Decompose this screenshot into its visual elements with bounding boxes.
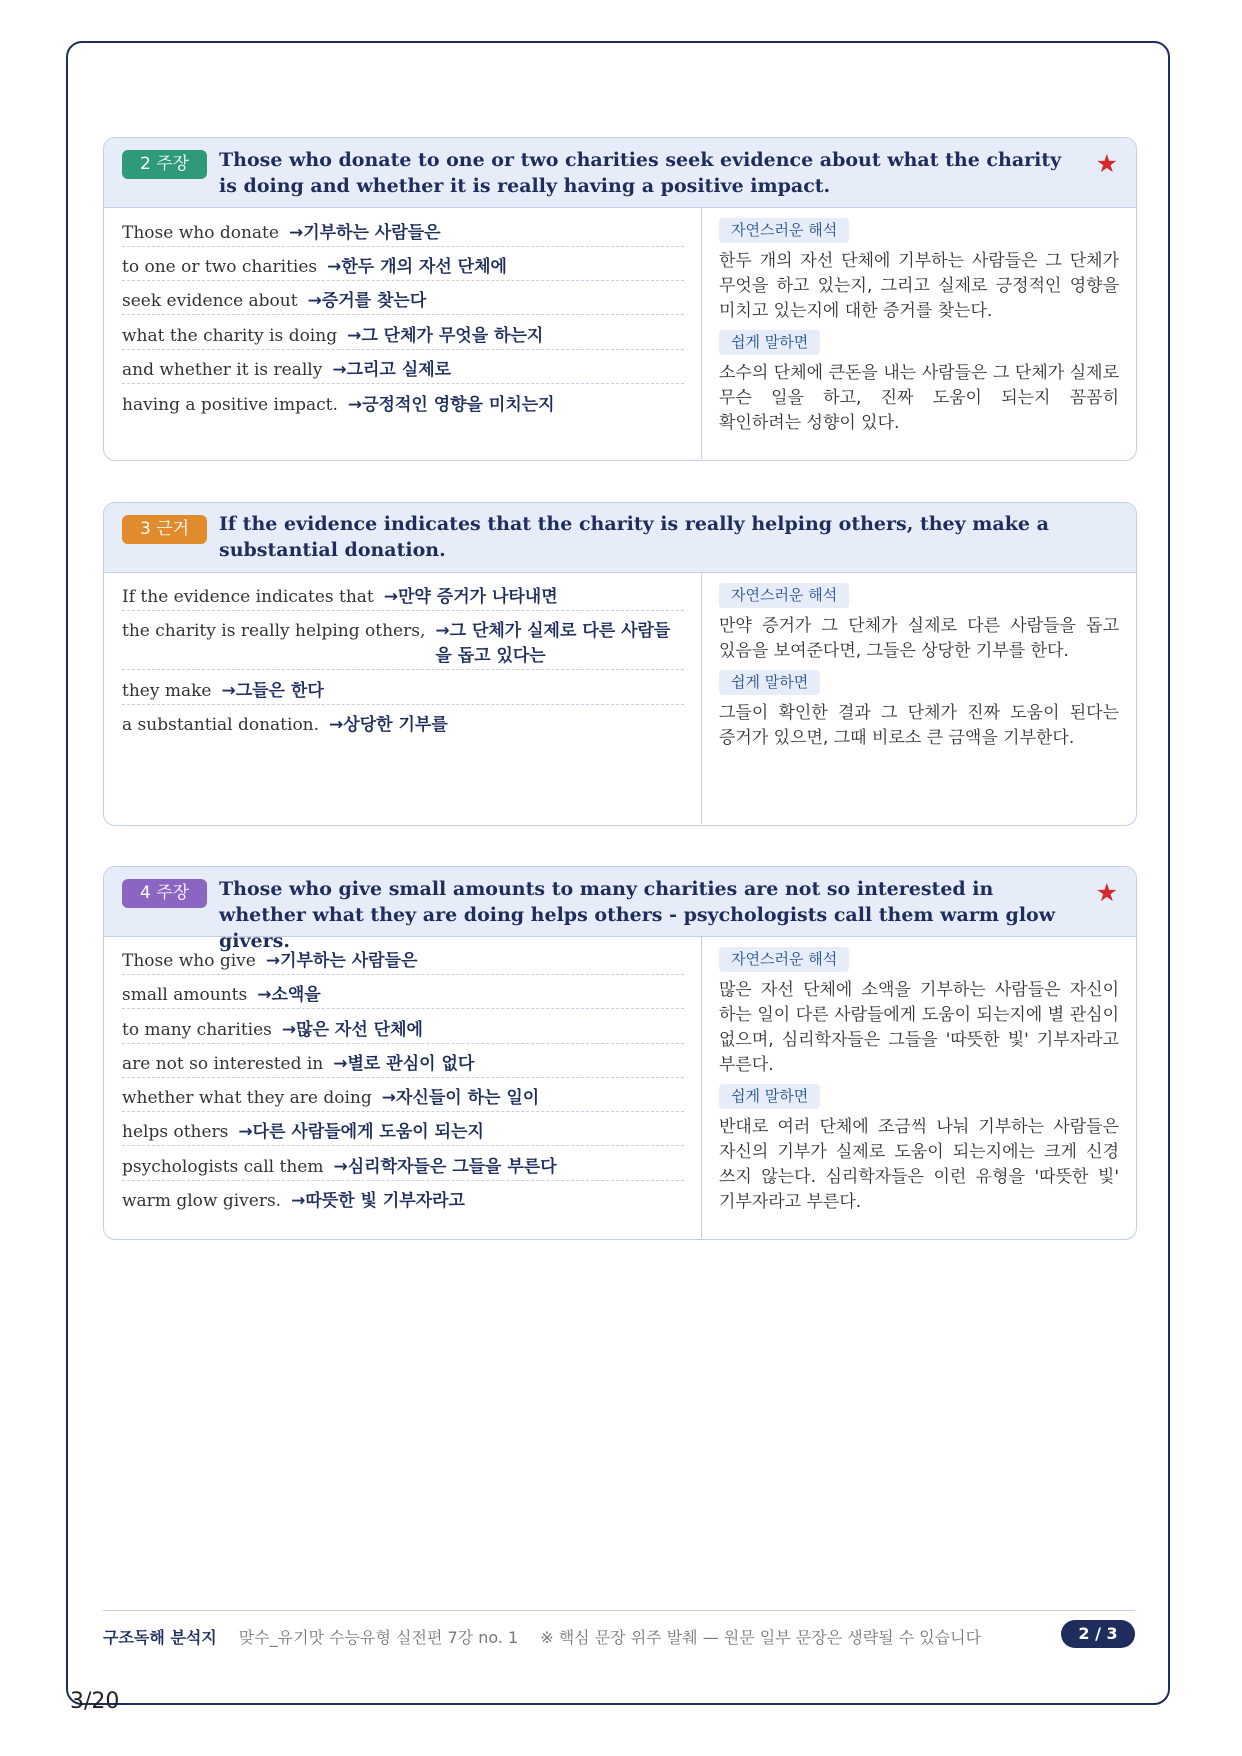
chunk-row: and whether it is really →그리고 실제로 bbox=[122, 358, 684, 384]
natural-translation-label: 자연스러운 해석 bbox=[719, 583, 849, 608]
chunk-row: having a positive impact. →긍정적인 영향을 미치는지 bbox=[122, 395, 555, 415]
chunk-row: warm glow givers. →따뜻한 빛 기부자라고 bbox=[122, 1191, 465, 1211]
section-card-3 bbox=[103, 502, 1137, 826]
chunk-list bbox=[104, 937, 701, 1238]
star-icon: ★ bbox=[1095, 149, 1118, 178]
section-badge: 2 주장 bbox=[122, 150, 207, 179]
section-badge: 3 근거 bbox=[122, 515, 207, 544]
natural-translation: 만약 증거가 그 단체가 실제로 다른 사람들을 돕고 있음을 보여준다면, 그들은 상당한 기부를 한다. bbox=[719, 616, 1119, 661]
simple-explanation: 소수의 단체에 큰돈을 내는 사람들은 그 단체가 실제로 무슨 일을 하고, 진짜 도움이 되는지 꼼꼼히 확인하려는 성향이 있다. bbox=[719, 363, 1119, 433]
simple-explanation: 그들이 확인한 결과 그 단체가 진짜 도움이 된다는 증거가 있으면, 그때 비로소 큰 금액을 기부한다. bbox=[719, 703, 1119, 748]
simple-explanation-label: 쉽게 말하면 bbox=[719, 670, 820, 695]
simple-explanation: 반대로 여러 단체에 조금씩 나눠 기부하는 사람들은 자신의 기부가 실제로 도움이 되는지에는 크게 신경 쓰지 않는다. 심리학자들은 이런 유형을 '따뜻한 빛' 기부자라고 부른다. bbox=[719, 1117, 1119, 1212]
chunk-row: to many charities →많은 자선 단체에 bbox=[122, 1018, 684, 1044]
natural-translation: 한두 개의 자선 단체에 기부하는 사람들은 그 단체가 무엇을 하고 있는지, 그리고 실제로 긍정적인 영향을 미치고 있는지에 대한 증거를 찾는다. bbox=[719, 251, 1119, 321]
page-counter: 3/20 bbox=[70, 1689, 120, 1714]
chunk-row: are not so interested in →별로 관심이 없다 bbox=[122, 1052, 684, 1078]
chunk-row: psychologists call them →심리학자들은 그들을 부른다 bbox=[122, 1155, 684, 1181]
chunk-row: they make →그들은 한다 bbox=[122, 679, 684, 705]
chunk-row: to one or two charities →한두 개의 자선 단체에 bbox=[122, 255, 684, 281]
chunk-row: a substantial donation. →상당한 기부를 bbox=[122, 715, 448, 735]
natural-translation-label: 자연스러운 해석 bbox=[719, 218, 849, 243]
chunk-row: whether what they are doing →자신들이 하는 일이 bbox=[122, 1086, 684, 1112]
natural-translation: 많은 자선 단체에 소액을 기부하는 사람들은 자신이 하는 일이 다른 사람들에게 도움이 되는지에 별 관심이 없으며, 심리학자들은 그들을 '따뜻한 빛' 기부자라고 부른다. bbox=[719, 980, 1119, 1075]
chunk-row: small amounts →소액을 bbox=[122, 983, 684, 1009]
column-divider bbox=[701, 937, 702, 1238]
chunk-list bbox=[104, 573, 701, 824]
footer bbox=[103, 1624, 1135, 1652]
chunk-row: Those who give →기부하는 사람들은 bbox=[122, 949, 684, 975]
translation-panel bbox=[719, 947, 1119, 1215]
chunk-row: what the charity is doing →그 단체가 무엇을 하는지 bbox=[122, 324, 684, 350]
chunk-row: If the evidence indicates that →만약 증거가 나타내면 bbox=[122, 585, 684, 611]
footer-title: 구조독해 분석지 bbox=[103, 1628, 217, 1647]
key-sentence: Those who donate to one or two charities seek evidence about what the charity is doing and whether it is really having a positive impact. bbox=[219, 149, 1062, 197]
footer-note: ※ 핵심 문장 위주 발췌 — 원문 일부 문장은 생략될 수 있습니다 bbox=[540, 1628, 982, 1647]
natural-translation-label: 자연스러운 해석 bbox=[719, 947, 849, 972]
section-badge: 4 주장 bbox=[122, 879, 207, 908]
chunk-row: helps others →다른 사람들에게 도움이 되는지 bbox=[122, 1120, 684, 1146]
translation-panel bbox=[719, 583, 1119, 751]
chunk-row: Those who donate →기부하는 사람들은 bbox=[122, 221, 684, 247]
chunk-list bbox=[104, 208, 701, 459]
chunk-row: seek evidence about →증거를 찾는다 bbox=[122, 289, 684, 315]
section-card-4 bbox=[103, 866, 1137, 1240]
chunk-row: the charity is really helping others, →그 단체가 실제로 다른 사람들을 돕고 있다는 bbox=[122, 619, 684, 670]
translation-panel bbox=[719, 218, 1119, 436]
section-header bbox=[104, 867, 1136, 952]
column-divider bbox=[701, 208, 702, 459]
section-header bbox=[104, 503, 1136, 573]
footer-divider bbox=[103, 1610, 1135, 1611]
simple-explanation-label: 쉽게 말하면 bbox=[719, 1084, 820, 1109]
footer-source: 맞수_유기맛 수능유형 실전편 7강 no. 1 bbox=[238, 1628, 519, 1647]
star-icon: ★ bbox=[1095, 878, 1118, 907]
column-divider bbox=[701, 573, 702, 824]
key-sentence: Those who give small amounts to many charities are not so interested in whether what they are doing helps others - psychologists call them warm glow givers. bbox=[219, 878, 1056, 952]
simple-explanation-label: 쉽게 말하면 bbox=[719, 330, 820, 355]
page-indicator: 2 / 3 bbox=[1061, 1620, 1135, 1648]
key-sentence: If the evidence indicates that the charity is really helping others, they make a substantial donation. bbox=[219, 513, 1049, 561]
section-card-2 bbox=[103, 137, 1137, 461]
section-header bbox=[104, 138, 1136, 208]
